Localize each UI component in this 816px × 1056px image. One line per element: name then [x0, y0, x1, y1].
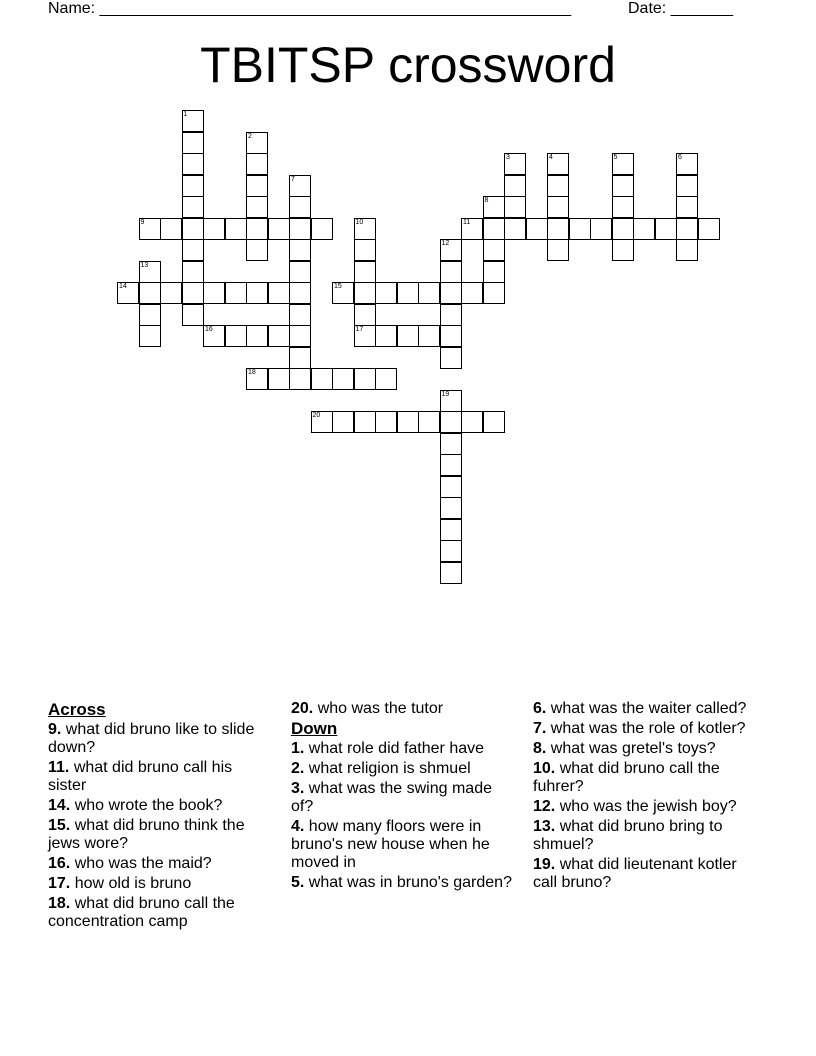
grid-cell[interactable]	[461, 218, 483, 240]
clue-down-6: 6. what was the waiter called?	[533, 700, 747, 717]
clues-column-3	[533, 700, 763, 894]
clue-down-7: 7. what was the role of kotler?	[533, 720, 746, 737]
across-heading: Across	[48, 700, 106, 719]
grid-cell[interactable]	[440, 239, 462, 261]
grid-cell[interactable]	[440, 411, 462, 433]
clue-across-18: 18. what did bruno call the concentration camp	[48, 895, 235, 930]
grid-cell[interactable]	[612, 175, 634, 197]
grid-cell[interactable]	[397, 411, 419, 433]
grid-cell[interactable]	[418, 411, 440, 433]
grid-cell[interactable]	[246, 282, 268, 304]
clue-number: 18	[248, 369, 256, 376]
grid-cell[interactable]	[547, 239, 569, 261]
grid-cell[interactable]	[547, 175, 569, 197]
grid-cell[interactable]	[440, 347, 462, 369]
grid-cell[interactable]	[354, 239, 376, 261]
clue-down-2: 2. what religion is shmuel	[291, 760, 471, 777]
grid-cell[interactable]	[332, 368, 354, 390]
clue-number: 19	[441, 390, 450, 398]
clue-number: 7	[291, 175, 295, 183]
grid-cell[interactable]	[182, 132, 204, 154]
grid-cell[interactable]	[504, 196, 526, 218]
clue-number: 16	[205, 326, 213, 333]
clue-across-14: 14. who wrote the book?	[48, 797, 223, 814]
clue-number: 14	[119, 283, 127, 290]
clue-across-16: 16. who was the maid?	[48, 855, 212, 872]
grid-cell[interactable]	[354, 325, 376, 347]
clue-down-19: 19. what did lieutenant kotler call bruno?	[533, 856, 737, 891]
grid-cell[interactable]	[225, 325, 247, 347]
grid-cell[interactable]	[504, 218, 526, 240]
grid-cell[interactable]	[246, 368, 268, 390]
grid-cell[interactable]	[504, 175, 526, 197]
clue-across-15: 15. what did bruno think the jews wore?	[48, 817, 245, 852]
grid-cell[interactable]	[440, 325, 462, 347]
clue-down-13: 13. what did bruno bring to shmuel?	[533, 818, 723, 853]
clue-number: 5	[613, 154, 618, 161]
grid-cell[interactable]	[354, 261, 376, 283]
down-heading: Down	[291, 719, 338, 738]
grid-cell[interactable]	[246, 325, 268, 347]
clue-number: 12	[441, 240, 450, 247]
grid-cell[interactable]	[182, 239, 204, 261]
grid-cell[interactable]	[268, 325, 290, 347]
grid-cell[interactable]	[547, 218, 569, 240]
grid-cell[interactable]	[375, 368, 397, 390]
grid-cell[interactable]	[246, 239, 268, 261]
grid-cell[interactable]	[375, 325, 397, 347]
grid-cell[interactable]	[182, 110, 204, 132]
grid-cell[interactable]	[612, 153, 634, 175]
clue-down-8: 8. what was gretel's toys?	[533, 740, 716, 757]
grid-cell[interactable]	[612, 239, 634, 261]
grid-cell[interactable]	[483, 239, 505, 261]
grid-cell[interactable]	[182, 304, 204, 326]
grid-cell[interactable]	[440, 454, 462, 476]
grid-cell[interactable]	[203, 282, 225, 304]
grid-cell[interactable]	[289, 347, 311, 369]
clue-down-12: 12. who was the jewish boy?	[533, 798, 737, 815]
grid-cell[interactable]	[246, 196, 268, 218]
grid-cell[interactable]	[332, 282, 354, 304]
grid-cell[interactable]	[289, 282, 311, 304]
grid-cell[interactable]	[633, 218, 655, 240]
clue-number: 13	[140, 261, 149, 269]
clue-across-11: 11. what did bruno call his sister	[48, 759, 233, 794]
grid-cell[interactable]	[397, 282, 419, 304]
grid-cell[interactable]	[311, 218, 333, 240]
grid-cell[interactable]	[203, 218, 225, 240]
grid-cell[interactable]	[225, 218, 247, 240]
grid-cell[interactable]	[440, 562, 462, 584]
grid-cell[interactable]	[182, 261, 204, 283]
grid-cell[interactable]	[203, 325, 225, 347]
grid-cell[interactable]	[246, 153, 268, 175]
grid-cell[interactable]	[547, 196, 569, 218]
grid-cell[interactable]	[268, 282, 290, 304]
grid-cell[interactable]	[440, 540, 462, 562]
grid-cell[interactable]	[440, 433, 462, 455]
grid-cell[interactable]	[483, 411, 505, 433]
grid-cell[interactable]	[289, 368, 311, 390]
grid-cell[interactable]	[504, 153, 526, 175]
grid-cell[interactable]	[268, 368, 290, 390]
clue-number: 2	[248, 132, 252, 140]
grid-cell[interactable]	[289, 175, 311, 197]
grid-cell[interactable]	[182, 175, 204, 197]
grid-cell[interactable]	[612, 196, 634, 218]
grid-cell[interactable]	[246, 175, 268, 197]
clue-down-5: 5. what was in bruno's garden?	[291, 874, 512, 891]
clue-number: 6	[678, 154, 682, 161]
grid-cell[interactable]	[332, 411, 354, 433]
grid-cell[interactable]	[676, 239, 698, 261]
grid-cell[interactable]	[483, 218, 505, 240]
grid-cell[interactable]	[676, 175, 698, 197]
grid-cell[interactable]	[440, 519, 462, 541]
grid-cell[interactable]	[375, 282, 397, 304]
grid-cell[interactable]	[311, 368, 333, 390]
grid-cell[interactable]	[483, 196, 505, 218]
grid-cell[interactable]	[139, 325, 161, 347]
clues-column-2	[291, 700, 516, 894]
grid-cell[interactable]	[268, 218, 290, 240]
grid-cell[interactable]	[289, 304, 311, 326]
grid-cell[interactable]	[590, 218, 612, 240]
clue-across-9: 9. what did bruno like to slide down?	[48, 721, 255, 756]
grid-cell[interactable]	[160, 218, 182, 240]
grid-cell[interactable]	[440, 282, 462, 304]
grid-cell[interactable]	[676, 218, 698, 240]
grid-cell[interactable]	[246, 218, 268, 240]
clue-across-17: 17. how old is bruno	[48, 875, 192, 892]
clue-number: 3	[506, 154, 510, 161]
clue-down-1: 1. what role did father have	[291, 740, 485, 757]
clue-number: 20	[312, 412, 321, 419]
grid-cell[interactable]	[182, 218, 204, 240]
clue-across-20: 20. who was the tutor	[291, 700, 444, 717]
grid-cell[interactable]	[397, 325, 419, 347]
clue-number: 8	[484, 197, 489, 204]
clue-number: 9	[140, 218, 145, 226]
clue-down-10: 10. what did bruno call the fuhrer?	[533, 760, 720, 795]
grid-cell[interactable]	[440, 497, 462, 519]
grid-cell[interactable]	[547, 153, 569, 175]
page-title: TBITSP crossword	[200, 37, 616, 93]
grid-cell[interactable]	[698, 218, 720, 240]
grid-cell[interactable]	[289, 239, 311, 261]
grid-cell[interactable]	[354, 218, 376, 240]
grid-cell[interactable]	[182, 153, 204, 175]
grid-cell[interactable]	[440, 304, 462, 326]
grid-cell[interactable]	[139, 218, 161, 240]
grid-cell[interactable]	[440, 476, 462, 498]
grid-cell[interactable]	[655, 218, 677, 240]
clue-down-4: 4. how many floors were in bruno's new house when he moved in	[291, 818, 490, 871]
grid-cell[interactable]	[354, 282, 376, 304]
grid-cell[interactable]	[289, 218, 311, 240]
clue-number: 15	[334, 283, 342, 290]
grid-cell[interactable]	[354, 368, 376, 390]
grid-cell[interactable]	[483, 282, 505, 304]
grid-cell[interactable]	[182, 196, 204, 218]
grid-cell[interactable]	[354, 304, 376, 326]
date-field-label: Date: _______	[628, 0, 733, 17]
grid-cell[interactable]	[117, 282, 139, 304]
grid-cell[interactable]	[418, 325, 440, 347]
clue-number: 11	[463, 218, 471, 226]
grid-cell[interactable]	[375, 411, 397, 433]
grid-cell[interactable]	[569, 218, 591, 240]
grid-cell[interactable]	[139, 304, 161, 326]
grid-cell[interactable]	[354, 411, 376, 433]
grid-cell[interactable]	[461, 282, 483, 304]
grid-cell[interactable]	[182, 282, 204, 304]
clue-number: 10	[355, 218, 364, 226]
clue-down-3: 3. what was the swing made of?	[291, 780, 492, 815]
grid-cell[interactable]	[225, 282, 247, 304]
clue-number: 17	[355, 326, 364, 333]
grid-cell[interactable]	[311, 411, 333, 433]
grid-cell[interactable]	[483, 261, 505, 283]
grid-cell[interactable]	[289, 325, 311, 347]
grid-cell[interactable]	[139, 282, 161, 304]
clue-number: 4	[549, 154, 553, 161]
grid-cell[interactable]	[289, 261, 311, 283]
grid-cell[interactable]	[246, 132, 268, 154]
clues-column-1	[48, 700, 270, 933]
clue-number: 1	[183, 111, 188, 118]
grid-cell[interactable]	[676, 153, 698, 175]
name-field-label: Name: _____________________________________________________	[48, 0, 572, 17]
grid-cell[interactable]	[139, 261, 161, 283]
grid-cell[interactable]	[440, 261, 462, 283]
grid-cell[interactable]	[526, 218, 548, 240]
grid-cell[interactable]	[612, 218, 634, 240]
grid-cell[interactable]	[461, 411, 483, 433]
grid-cell[interactable]	[418, 282, 440, 304]
grid-cell[interactable]	[289, 196, 311, 218]
grid-cell[interactable]	[676, 196, 698, 218]
grid-cell[interactable]	[160, 282, 182, 304]
grid-cell[interactable]	[440, 390, 462, 412]
